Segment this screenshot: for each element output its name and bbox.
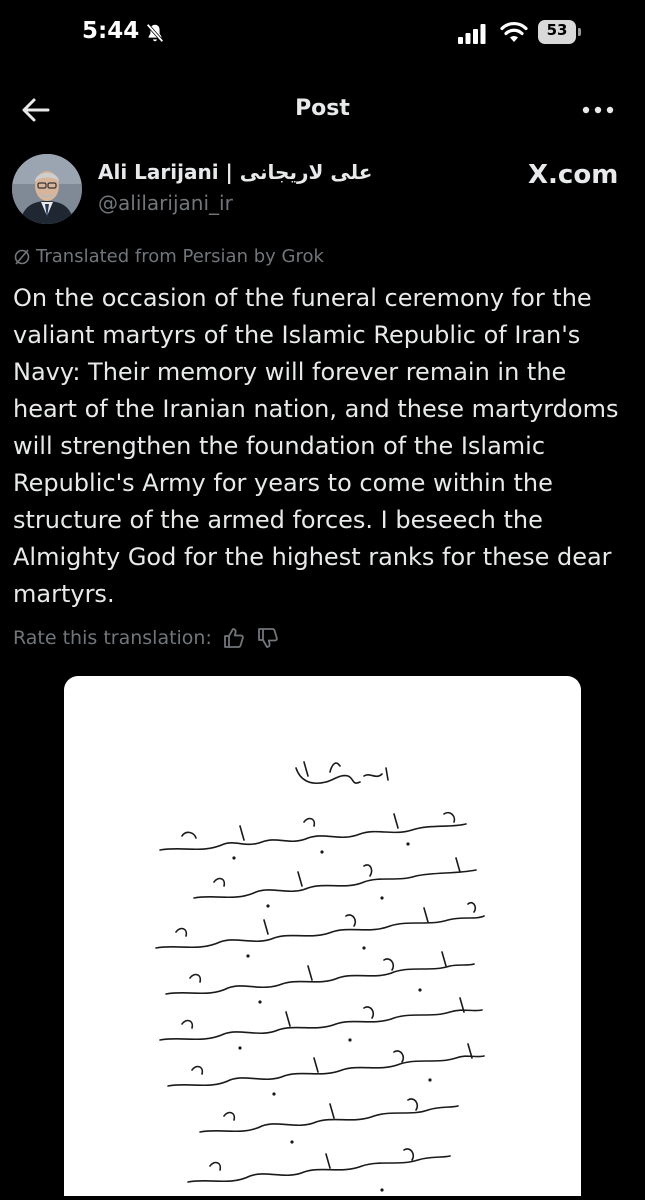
- battery-level: 53: [546, 21, 568, 39]
- battery-tip: [578, 28, 581, 36]
- bell-slash-icon: [144, 22, 166, 44]
- status-bar: [0, 0, 645, 70]
- translation-notice: [13, 246, 324, 267]
- battery-indicator: [538, 20, 582, 44]
- grok-slash-icon: [13, 248, 31, 266]
- thumbs-up-icon[interactable]: [222, 626, 246, 650]
- translation-notice-text: Translated from Persian by Grok: [36, 246, 324, 267]
- status-time: 5:44: [82, 18, 140, 44]
- rate-translation: [13, 626, 280, 650]
- affiliation-label: X.com: [528, 160, 619, 190]
- avatar-portrait-icon: [12, 154, 82, 224]
- more-options-icon[interactable]: [580, 100, 616, 120]
- post-image[interactable]: [64, 676, 581, 1196]
- wifi-icon: [500, 20, 528, 44]
- handwritten-letter-image: [64, 676, 581, 1196]
- post-text: On the occasion of the funeral ceremony for the valiant martyrs of the Islamic Republic of Iran's Navy: Their memory will forever remain in the heart of the Iranian nation, and these martyrdoms will strengthen the foundation of the Islamic Republic's Army for years to come within the structure of the armed forces. I beseech the Almighty God for the highest ranks for these dear martyrs.: [13, 284, 619, 608]
- avatar[interactable]: [12, 154, 82, 224]
- rate-translation-label: Rate this translation:: [13, 627, 212, 649]
- author-handle[interactable]: @alilarijani_ir: [98, 191, 233, 215]
- cellular-signal-icon: [458, 24, 486, 44]
- thumbs-down-icon[interactable]: [256, 626, 280, 650]
- author-name[interactable]: Ali Larijani | علی لاریجانی: [98, 160, 373, 184]
- page-title: Post: [295, 96, 350, 121]
